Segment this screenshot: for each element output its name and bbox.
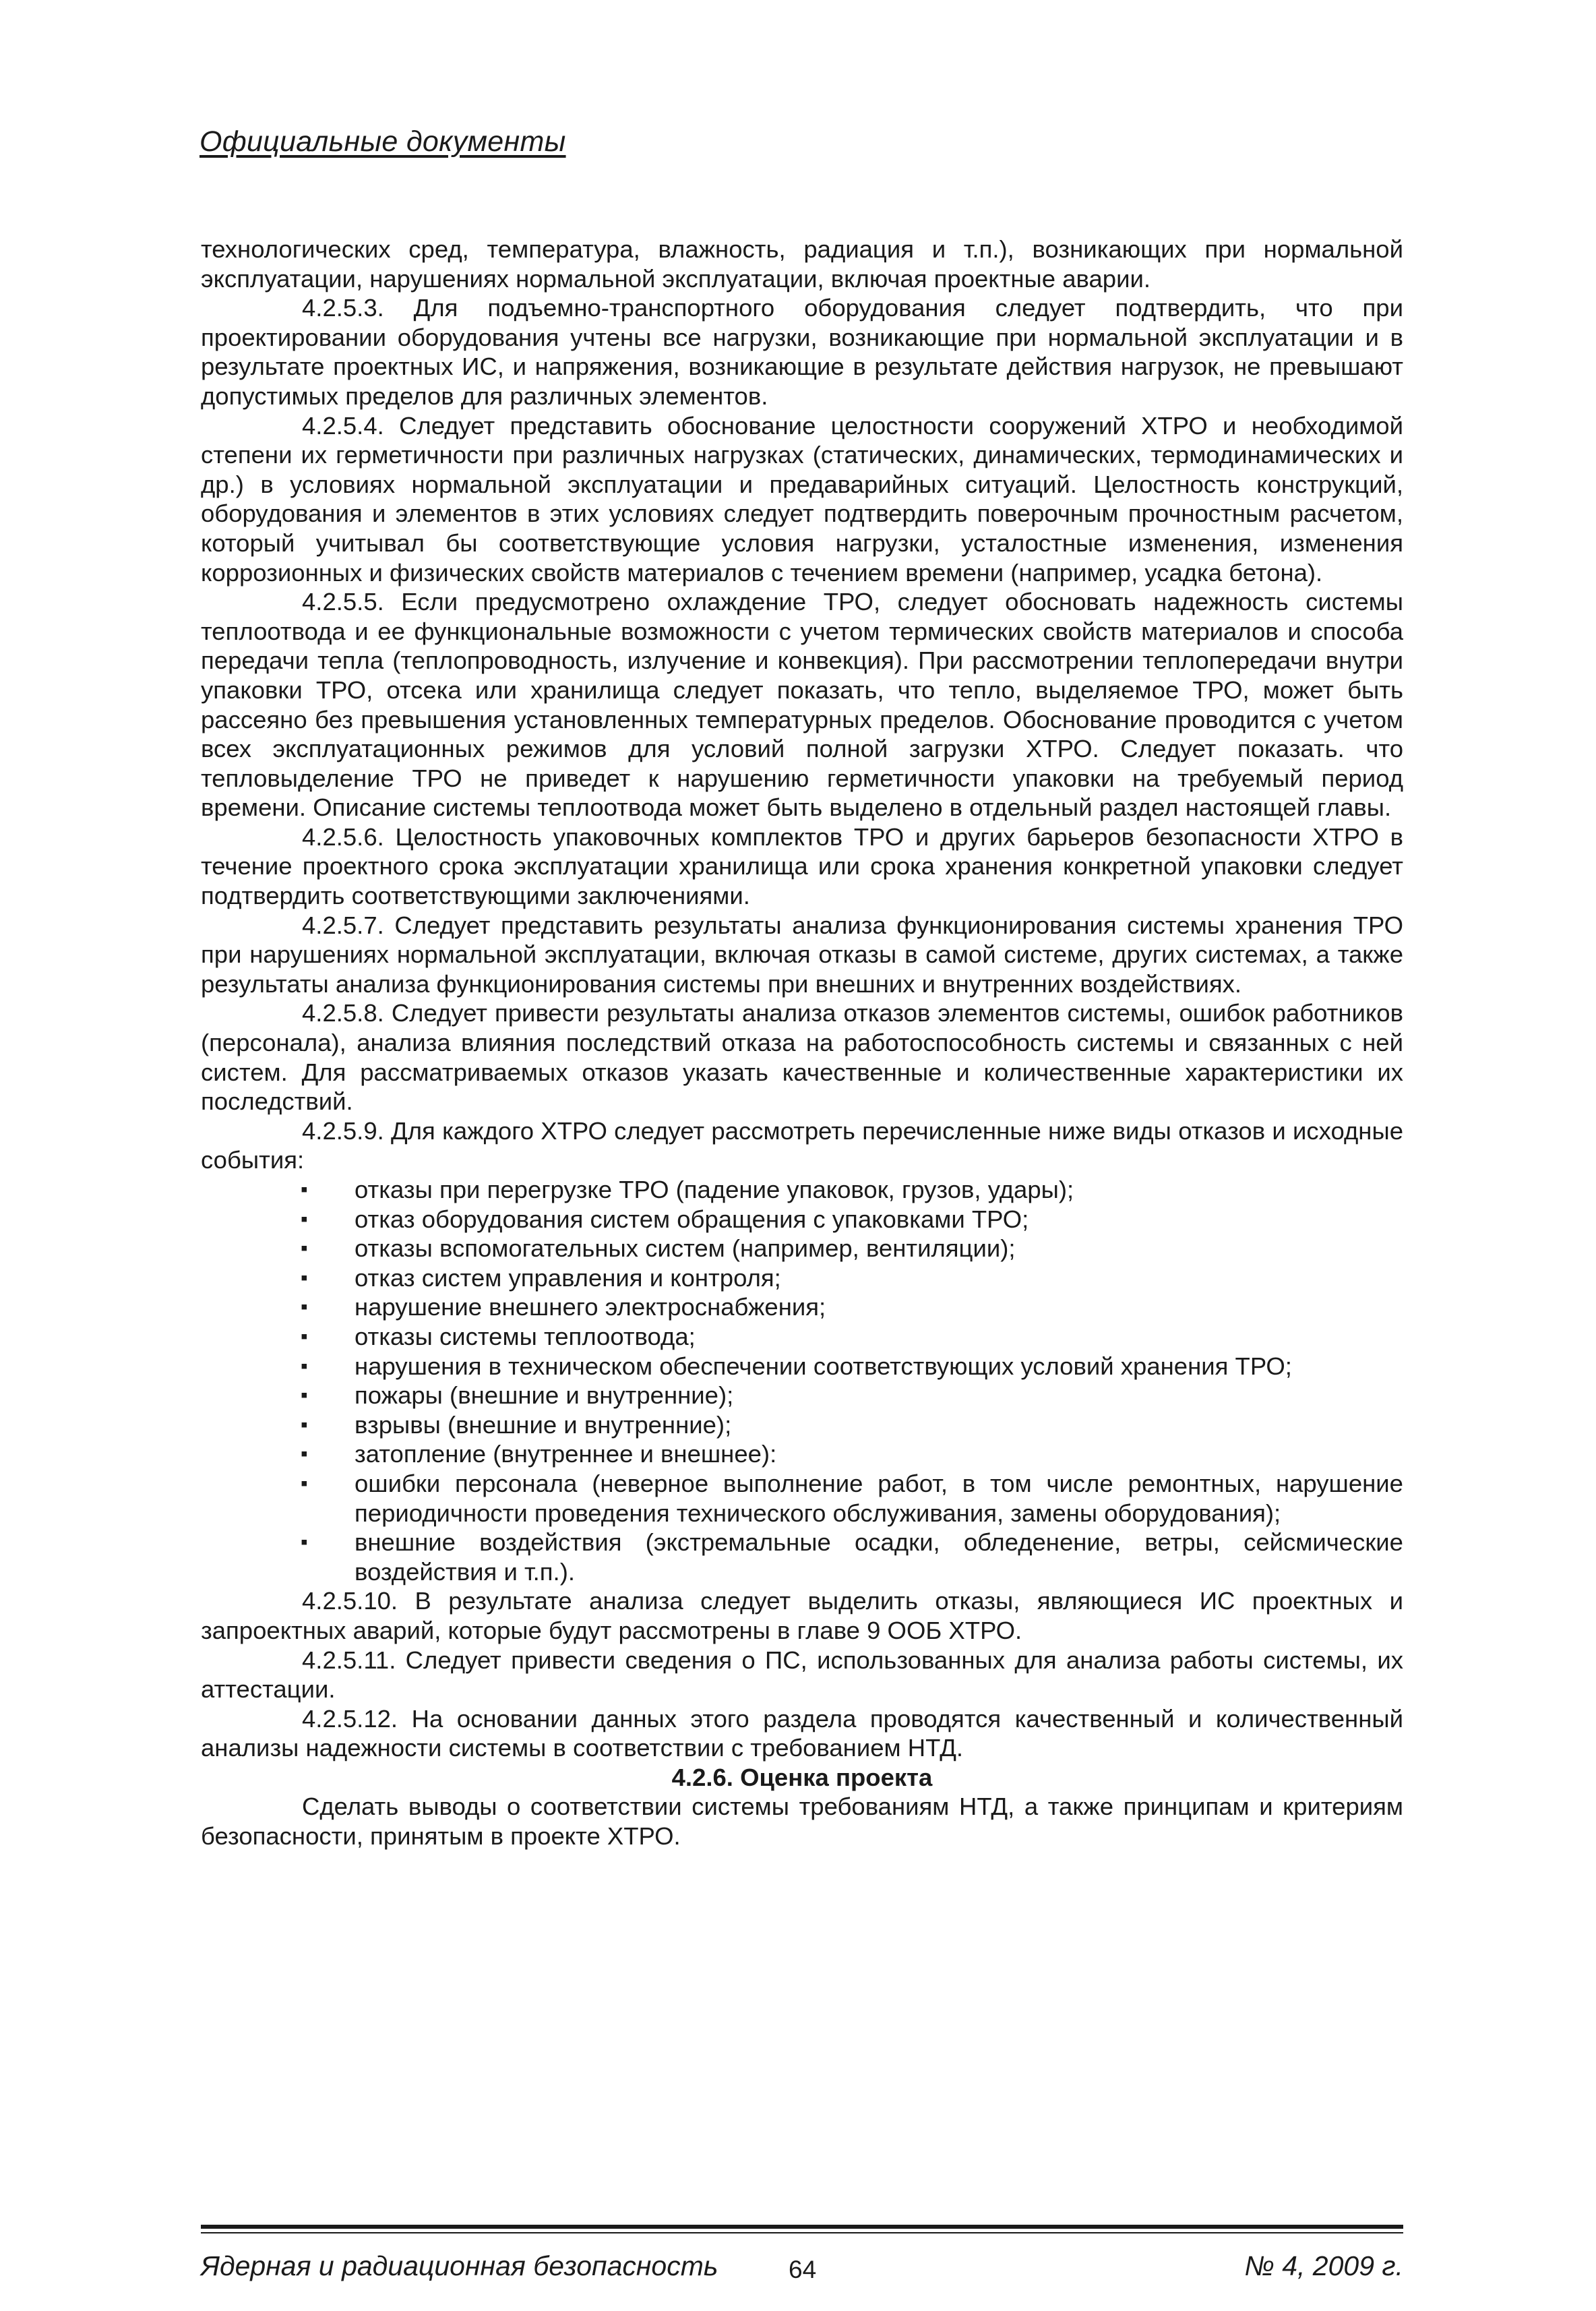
list-item: ▪ ошибки персонала (неверное выполнение работ, в том числе ремонтных, нарушение периодичности проведения технического обслуживания, замены оборудования); (201, 1469, 1403, 1528)
page-number: 64 (789, 2256, 817, 2283)
list-item: ▪ взрывы (внешние и внутренние); (201, 1410, 1403, 1440)
section-conclusion-paragraph: Сделать выводы о соответствии системы требованиям НТД, а также принципам и критериям безопасности, принятым в проекте ХТРО. (201, 1793, 1403, 1851)
paragraph-4-2-5-4: 4.2.5.4. Следует представить обоснование целостности сооружений ХТРО и необходимой степени их герметичности при различных нагрузках (статических, динамических, термодинамических и др.) в условиях нормальной эксплуатации и предаварийных ситуаций. Целостность конструкций, оборудования и элементов в этих условиях следует подтвердить поверочным прочностным расчетом, который учитывал бы соответствующие условия нагрузки, усталостные изменения, изменения коррозионных и физических свойств материалов с течением времени (например, усадка бетона). (201, 411, 1403, 587)
paragraph-4-2-5-5: 4.2.5.5. Если предусмотрено охлаждение ТРО, следует обосновать надежность системы теплоотвода и ее функциональные возможности с учетом термических свойств материалов и способа передачи тепла (теплопроводность, излучение и конвекция). При рассмотрении теплопередачи внутри упаковки ТРО, отсека или хранилища следует показать, что тепло, выделяемое ТРО, может быть рассеяно без превышения установленных температурных пределов. Обоснование проводится с учетом всех эксплуатационных режимов для условий полной загрузки ХТРО. Следует показать. что тепловыделение ТРО не приведет к нарушению герметичности упаковки на требуемый период времени. Описание системы теплоотвода может быть выделено в отдельный раздел настоящей главы. (201, 588, 1403, 822)
list-item: ▪ внешние воздействия (экстремальные осадки, обледенение, ветры, сейсмические воздействия и т.п.). (201, 1528, 1403, 1586)
paragraph-continuation: технологических сред, температура, влажность, радиация и т.п.), возникающих при нормальной эксплуатации, нарушениях нормальной эксплуатации, включая проектные аварии. (201, 235, 1403, 293)
list-item: ▪ отказ систем управления и контроля; (201, 1263, 1403, 1293)
footer-rule-thin (201, 2232, 1403, 2233)
paragraph-4-2-5-6: 4.2.5.6. Целостность упаковочных комплектов ТРО и других барьеров безопасности ХТРО в течение проектного срока эксплуатации хранилища или срока хранения конкретной упаковки следует подтвердить соответствующими заключениями. (201, 822, 1403, 910)
paragraph-4-2-5-10: 4.2.5.10. В результате анализа следует выделить отказы, являющиеся ИС проектных и запроектных аварий, которые будут рассмотрены в главе 9 ООБ ХТРО. (201, 1587, 1403, 1644)
paragraph-4-2-5-9: 4.2.5.9. Для каждого ХТРО следует рассмотреть перечисленные ниже виды отказов и исходные события: (201, 1116, 1403, 1174)
list-item: ▪ отказ оборудования систем обращения с упаковками ТРО; (201, 1205, 1403, 1234)
list-item: ▪ отказы системы теплоотвода; (201, 1322, 1403, 1352)
list-item: ▪ нарушение внешнего электроснабжения; (201, 1292, 1403, 1322)
list-item: ▪ отказы при перегрузке ТРО (падение упаковок, грузов, удары); (201, 1175, 1403, 1205)
list-item: ▪ затопление (внутреннее и внешнее): (201, 1439, 1403, 1469)
running-header-title: Официальные документы (200, 125, 566, 158)
list-item: ▪ нарушения в техническом обеспечении соответствующих условий хранения ТРО; (201, 1352, 1403, 1381)
paragraph-4-2-5-12: 4.2.5.12. На основании данных этого раздела проводятся качественный и количественный анализы надежности системы в соответствии с требованием НТД. (201, 1704, 1403, 1762)
paragraph-4-2-5-7: 4.2.5.7. Следует представить результаты анализа функционирования системы хранения ТРО при нарушениях нормальной эксплуатации, включая отказы в самой системе, других системах, а также результаты анализа функционирования системы при внешних и внутренних воздействиях. (201, 911, 1403, 998)
paragraph-4-2-5-8: 4.2.5.8. Следует привести результаты анализа отказов элементов системы, ошибок работников (персонала), анализа влияния последствий отказа на работоспособность системы и связанных с ней систем. Для рассматриваемых отказов указать качественные и количественные характеристики их последствий. (201, 999, 1403, 1116)
list-item: ▪ отказы вспомогательных систем (например, вентиляции); (201, 1234, 1403, 1263)
issue-number: № 4, 2009 г. (1244, 2250, 1403, 2281)
journal-title: Ядерная и радиационная безопасность (201, 2250, 718, 2281)
section-heading: 4.2.6. Оценка проекта (671, 1763, 933, 1791)
article-body (201, 235, 1403, 1851)
failure-types-list (201, 1175, 1403, 1586)
paragraph-4-2-5-11: 4.2.5.11. Следует привести сведения о ПС, использованных для анализа работы системы, их аттестации. (201, 1646, 1403, 1704)
paragraph-4-2-5-3: 4.2.5.3. Для подъемно-транспортного оборудования следует подтвердить, что при проектировании оборудования учтены все нагрузки, возникающие при нормальной эксплуатации и в результате проектных ИС, и напряжения, возникающие в результате действия нагрузок, не превышают допустимых пределов для различных элементов. (201, 294, 1403, 410)
list-item: ▪ пожары (внешние и внутренние); (201, 1381, 1403, 1410)
footer-rule (201, 2225, 1403, 2229)
